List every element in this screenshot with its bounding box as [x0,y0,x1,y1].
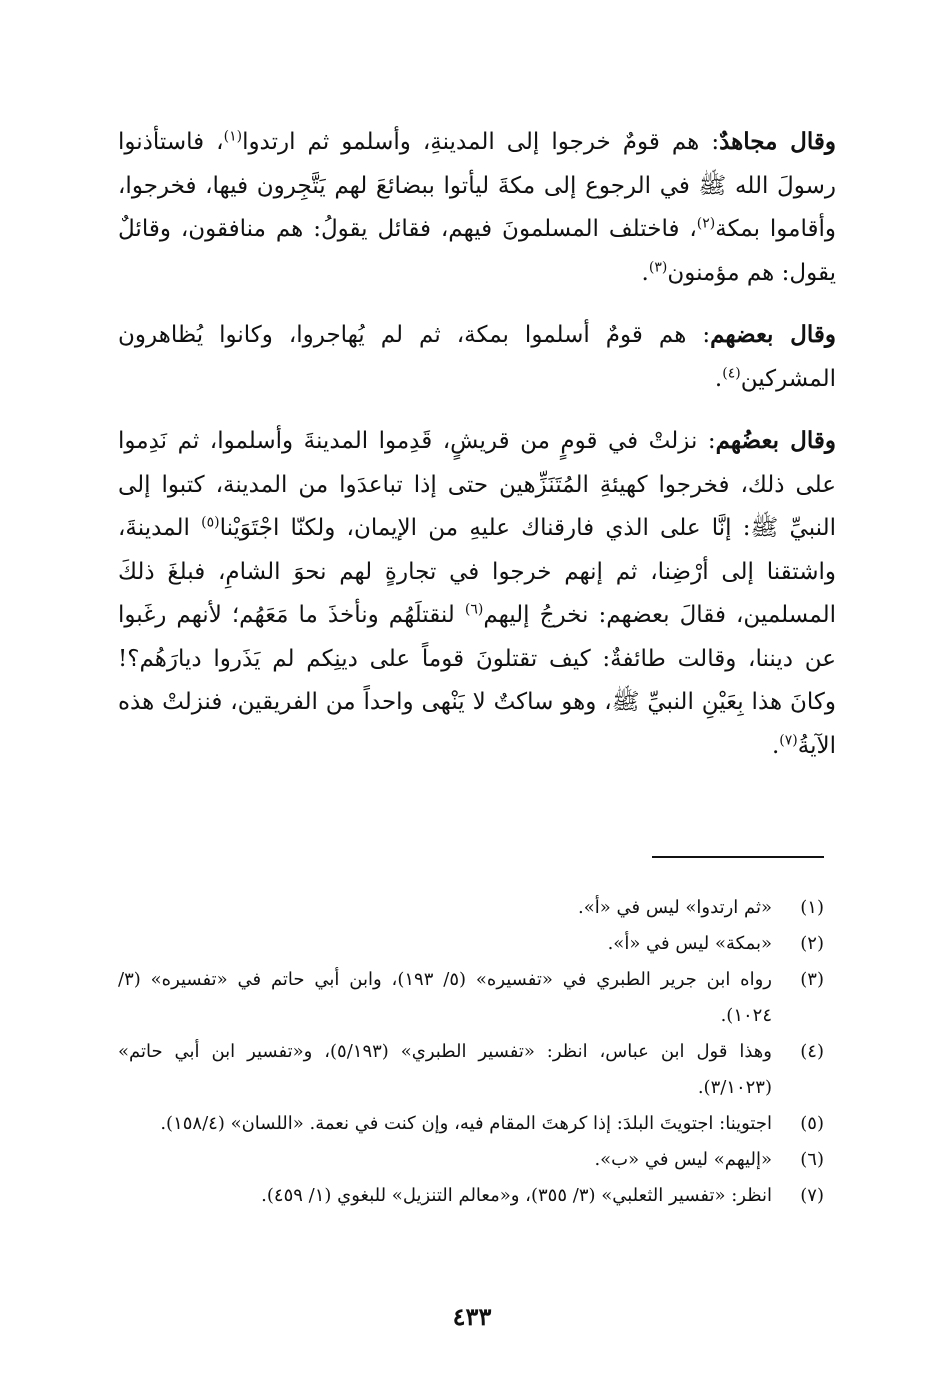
footnote-ref[interactable]: (٦) [464,601,484,618]
paragraph-text: . [771,732,780,759]
paragraph-text: ، فاستأذنوا رسولَ الله ﷺ في الرجوع إلى مكةَ ليأتوا ببضائعَ لهم يَتَّجِرون فيها، فخرجوا، وأقاموا بمكة [118,129,837,242]
paragraph-text: . [714,365,723,392]
page-number: ٤٣٣ [452,1302,492,1331]
footnote-number: (١) [800,897,824,918]
paragraph-mujahid [118,120,836,295]
paragraph-lead: وقال بعضهم [710,321,836,348]
footnote-text: اجتوينا: اجتويتَ البلدَ: إذا كرهتَ المقام فيه، وإن كنت في نعمة. «اللسان» (١٥٨/٤). [160,1113,772,1134]
paragraph-text: : هم قومٌ أسلموا بمكة، ثم لم يُهاجروا، وكانوا يُظاهرون المشركين [118,322,836,392]
footnote-text: رواه ابن جرير الطبري في «تفسيره» (٥/ ١٩٣)، وابن أبي حاتم في «تفسيره» (٣/ ١٠٢٤). [118,969,772,1026]
paragraph-text: . [641,259,649,286]
footnote-number: (٥) [800,1113,824,1134]
footnote-text: «إليهم» ليس في «ب». [594,1149,772,1170]
footnote-text: «بمكة» ليس في «أ». [607,933,772,954]
paragraph-text: ، فاختلف المسلمونَ فيهم، فقائل يقولُ: هم منافقون، وقائلٌ يقول: هم مؤمنون [118,216,836,286]
footnote-ref[interactable]: (٧) [779,731,798,748]
footnote-number: (٤) [800,1041,824,1062]
paragraph-some-said-1 [118,313,836,401]
footnotes-list [118,890,824,1214]
footnote-ref[interactable]: (١) [223,128,243,145]
footnote-number: (٦) [800,1149,824,1170]
paragraph-lead: وقال مجاهدٌ [719,128,837,155]
footnote-ref[interactable]: (٤) [722,364,741,381]
footnote-ref[interactable]: (٥) [201,514,220,531]
paragraph-text: : هم قومٌ خرجوا إلى المدينةِ، وأسلمو ثم ارتدوا [242,129,720,155]
paragraph-lead: وقال بعضُهم [715,427,836,454]
paragraph-some-said-2 [118,419,836,768]
footnote-ref[interactable]: (٣) [648,258,668,275]
footnote-divider [652,856,824,858]
footnote-item [118,1106,824,1142]
footnote-item [118,1178,824,1214]
footnote-item [118,926,824,962]
footnote-number: (٧) [800,1185,824,1206]
footnote-item [118,1034,824,1106]
footnote-number: (٢) [800,933,824,954]
footnote-ref[interactable]: (٢) [696,215,716,232]
footnote-number: (٣) [800,969,824,990]
footnote-item [118,962,824,1034]
footnote-item [118,890,824,926]
paragraph-text: المدينةَ، واشتقنا إلى أرْضِنا، ثم إنهم خرجوا في تجارةٍ لهم نحوَ الشامِ، فبلغَ ذلكَ المسلمين، فقالَ بعضهم: نخرجُ إليهم [118,515,836,628]
footnote-text: «ثم ارتدوا» ليس في «أ». [578,897,772,918]
footnote-item [118,1142,824,1178]
footnote-text: انظر: «تفسير الثعلبي» (٣/ ٣٥٥)، و«معالم التنزيل» للبغوي (١/ ٤٥٩). [261,1185,772,1206]
paragraph-text: لنقتلَهُم ونأخذَ ما مَعَهُم؛ لأنهم رغَبوا عن ديننا، وقالت طائفةٌ: كيف تقتلونَ قوماً على دينِكم لم يَذَروا ديارَهُم؟! وكانَ هذا بِعَيْنِ النبيِّ ﷺ، وهو ساكتٌ لا يَنْهى واحداً من الفريقين، فنزلتْ هذه الآيةُ [118,602,836,759]
footnote-text: وهذا قول ابن عباس، انظر: «تفسير الطبري» (٥/١٩٣)، و«تفسير ابن أبي حاتم» (٣/١٠٢٣). [118,1041,772,1098]
main-text [118,120,836,786]
paragraph-text: : نزلتْ في قومٍ من قريشٍ، قَدِموا المدينةَ وأسلموا، ثم نَدِموا على ذلك، فخرجوا كهيئةِ المُتَنَزِّهين حتى إذا تباعدَوا من المدينة، كتبوا إلى النبيِّ ﷺ: إنَّا على الذي فارقناك عليهِ من الإيمان، ولكنّا اجْتَوَيْنا [118,428,836,541]
